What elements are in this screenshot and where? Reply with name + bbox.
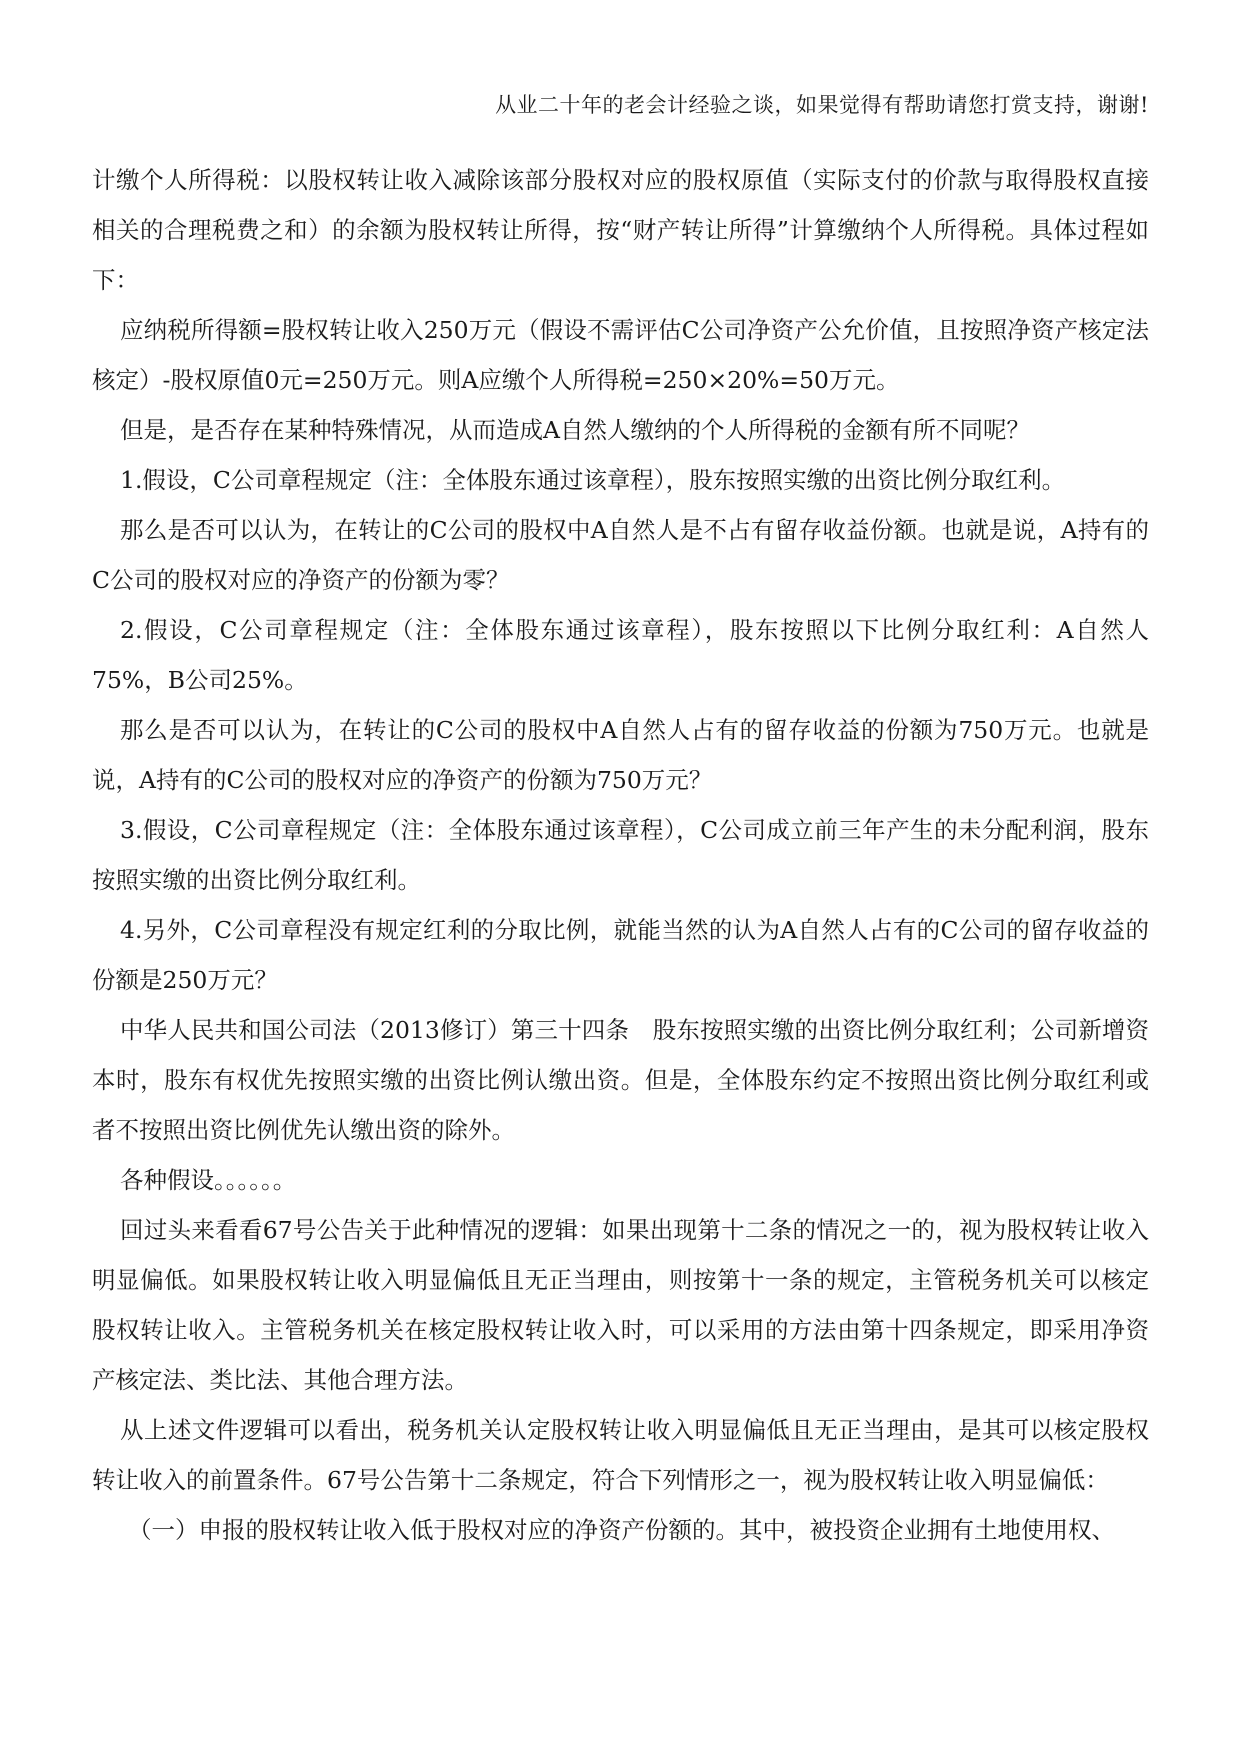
paragraph: 4.另外，C公司章程没有规定红利的分取比例，就能当然的认为A自然人占有的C公司的留存收益的份额是250万元？ xyxy=(92,916,1149,994)
paragraph: 那么是否可以认为，在转让的C公司的股权中A自然人占有的留存收益的份额为750万元。也就是说，A持有的C公司的股权对应的净资产的份额为750万元？ xyxy=(92,716,1149,794)
paragraph: 中华人民共和国公司法（2013修订）第三十四条 股东按照实缴的出资比例分取红利；公司新增资本时，股东有权优先按照实缴的出资比例认缴出资。但是，全体股东约定不按照出资比例分取红利或者不按照出资比例优先认缴出资的除外。 xyxy=(92,1016,1149,1144)
paragraph: 计缴个人所得税：以股权转让收入减除该部分股权对应的股权原值（实际支付的价款与取得股权直接相关的合理税费之和）的余额为股权转让所得，按“财产转让所得”计算缴纳个人所得税。具体过程如下： xyxy=(92,166,1149,294)
paragraph: 那么是否可以认为，在转让的C公司的股权中A自然人是不占有留存收益份额。也就是说，A持有的C公司的股权对应的净资产的份额为零？ xyxy=(92,516,1149,594)
paragraph: 从上述文件逻辑可以看出，税务机关认定股权转让收入明显偏低且无正当理由，是其可以核定股权转让收入的前置条件。67号公告第十二条规定，符合下列情形之一，视为股权转让收入明显偏低： xyxy=(92,1416,1149,1494)
paragraph: 3.假设，C公司章程规定（注：全体股东通过该章程），C公司成立前三年产生的未分配利润，股东按照实缴的出资比例分取红利。 xyxy=(92,816,1149,894)
paragraph: 回过头来看看67号公告关于此种情况的逻辑：如果出现第十二条的情况之一的，视为股权转让收入明显偏低。如果股权转让收入明显偏低且无正当理由，则按第十一条的规定，主管税务机关可以核定股权转让收入。主管税务机关在核定股权转让收入时，可以采用的方法由第十四条规定，即采用净资产核定法、类比法、其他合理方法。 xyxy=(92,1216,1149,1394)
paragraph: 各种假设。。。。。。 xyxy=(120,1166,297,1194)
body-text xyxy=(92,155,1149,1555)
paragraph: 但是，是否存在某种特殊情况，从而造成A自然人缴纳的个人所得税的金额有所不同呢？ xyxy=(120,416,1030,444)
paragraph: （一）申报的股权转让收入低于股权对应的净资产份额的。其中，被投资企业拥有土地使用权、 xyxy=(128,1516,1115,1544)
paragraph: 应纳税所得额=股权转让收入250万元（假设不需评估C公司净资产公允价值，且按照净资产核定法核定）-股权原值0元=250万元。则A应缴个人所得税=250×20%=50万元。 xyxy=(92,316,1149,394)
paragraph: 1.假设，C公司章程规定（注：全体股东通过该章程），股东按照实缴的出资比例分取红利。 xyxy=(120,466,1066,494)
paragraph: 2.假设，C公司章程规定（注：全体股东通过该章程），股东按照以下比例分取红利：A自然人75%，B公司25%。 xyxy=(92,616,1149,694)
header-note: 从业二十年的老会计经验之谈，如果觉得有帮助请您打赏支持，谢谢! xyxy=(495,93,1149,117)
